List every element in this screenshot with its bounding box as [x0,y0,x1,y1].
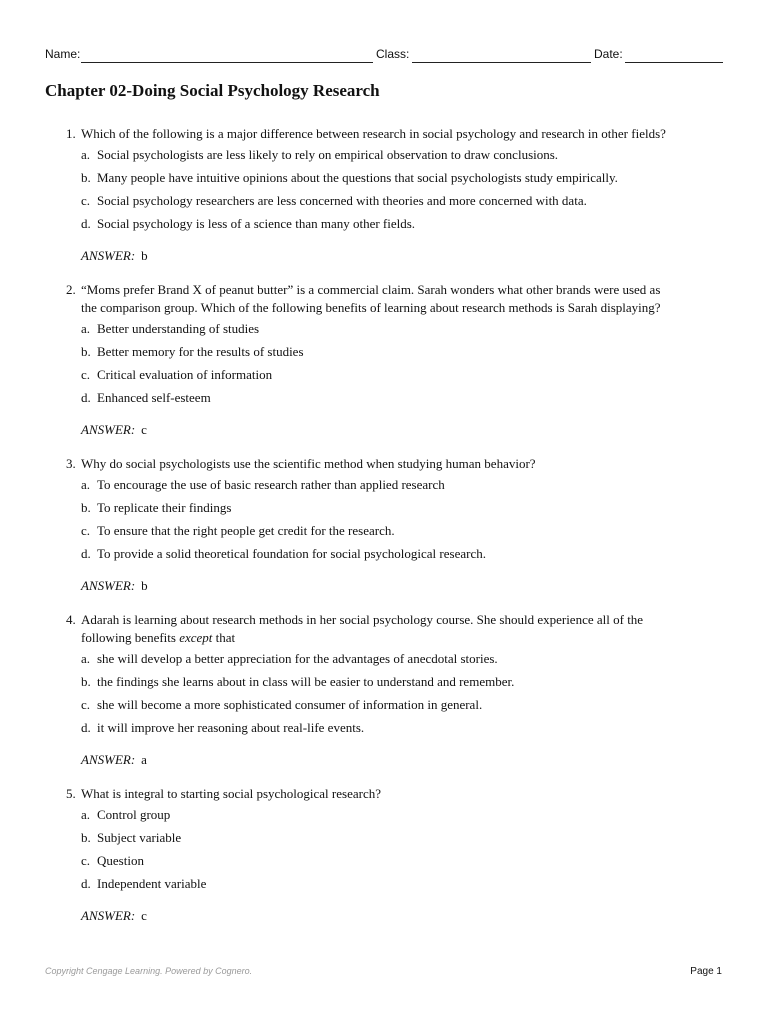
option-c [81,522,726,545]
option-text: Better understanding of studies [97,321,260,336]
option-text: Social psychology researchers are less concerned with theories and more concerned with data. [97,193,587,208]
answer-value: c [141,908,147,923]
option-list [66,320,726,412]
option-b [81,343,726,366]
answer-label: ANSWER: [81,248,136,263]
option-list [66,476,726,568]
option-b [81,673,726,696]
answer-line [66,577,726,595]
option-c [81,192,726,215]
question-number: 3. [66,456,76,471]
option-letter: a. [81,807,91,822]
stem-line [81,629,726,647]
answer-value: a [141,752,147,767]
option-letter: c. [81,853,91,868]
question-number: 4. [66,612,76,627]
option-letter: c. [81,367,91,382]
option-letter: c. [81,193,91,208]
option-d [81,545,726,568]
stem-line: Which of the following is a major difference between research in social psychology and research in other fields? [81,126,666,141]
question-4 [66,611,726,769]
name-label: Name: [45,47,81,61]
option-letter: a. [81,147,91,162]
option-text: To provide a solid theoretical foundation for social psychological research. [97,546,486,561]
option-d [81,389,726,412]
stem-line: Why do social psychologists use the scientific method when studying human behavior? [81,456,536,471]
option-b [81,169,726,192]
option-letter: d. [81,546,91,561]
answer-value: b [141,248,148,263]
option-letter: b. [81,830,91,845]
option-text: Better memory for the results of studies [97,344,304,359]
question-stem [66,125,726,143]
option-d [81,215,726,238]
class-label: Class: [376,47,410,61]
question-stem [66,455,726,473]
option-text: she will become a more sophisticated consumer of information in general. [97,697,483,712]
option-text: Subject variable [97,830,182,845]
stem-text: following benefits [81,630,180,645]
option-letter: c. [81,523,91,538]
option-text: it will improve her reasoning about real-life events. [97,720,365,735]
option-d [81,719,726,742]
option-a [81,476,726,499]
option-a [81,320,726,343]
option-text: Social psychologists are less likely to rely on empirical observation to draw conclusions. [97,147,559,162]
date-line[interactable] [625,62,723,63]
option-b [81,499,726,522]
option-text: To replicate their findings [97,500,232,515]
stem-emphasis: except [179,630,213,645]
option-letter: b. [81,674,91,689]
question-2 [66,281,726,439]
option-d [81,875,726,898]
answer-line [66,751,726,769]
option-a [81,806,726,829]
option-text: Critical evaluation of information [97,367,273,382]
stem-line: Adarah is learning about research methods in her social psychology course. She should experience all of the [81,612,644,627]
option-list [66,650,726,742]
option-list [66,146,726,238]
option-text: she will develop a better appreciation for the advantages of anecdotal stories. [97,651,498,666]
question-stem [66,611,726,647]
question-stem [66,281,726,317]
option-letter: b. [81,170,91,185]
option-b [81,829,726,852]
option-list [66,806,726,898]
option-text: Many people have intuitive opinions about the questions that social psychologists study empirically. [97,170,618,185]
header-fields [45,46,723,64]
answer-value: b [141,578,148,593]
option-letter: d. [81,390,91,405]
option-text: To encourage the use of basic research rather than applied research [97,477,445,492]
answer-line [66,907,726,925]
option-letter: a. [81,321,91,336]
class-line[interactable] [412,62,591,63]
stem-line: What is integral to starting social psychological research? [81,786,381,801]
answer-line [66,421,726,439]
question-5 [66,785,726,925]
option-letter: d. [81,720,91,735]
option-text: To ensure that the right people get credit for the research. [97,523,395,538]
option-c [81,696,726,719]
option-letter: b. [81,344,91,359]
question-number: 1. [66,126,76,141]
footer-copyright: Copyright Cengage Learning. Powered by Cognero. [45,966,253,976]
stem-line: “Moms prefer Brand X of peanut butter” is a commercial claim. Sarah wonders what other brands were used as [81,282,661,297]
stem-text: that [212,630,236,645]
answer-label: ANSWER: [81,908,136,923]
name-line[interactable] [81,62,373,63]
option-text: Independent variable [97,876,207,891]
option-text: the findings she learns about in class will be easier to understand and remember. [97,674,515,689]
answer-line [66,247,726,265]
option-text: Social psychology is less of a science than many other fields. [97,216,416,231]
answer-label: ANSWER: [81,752,136,767]
option-text: Control group [97,807,171,822]
option-c [81,366,726,389]
option-letter: b. [81,500,91,515]
option-letter: d. [81,876,91,891]
option-letter: d. [81,216,91,231]
option-letter: a. [81,477,91,492]
date-label: Date: [594,47,623,61]
question-stem [66,785,726,803]
answer-value: c [141,422,147,437]
option-text: Enhanced self-esteem [97,390,211,405]
answer-label: ANSWER: [81,422,136,437]
page-title: Chapter 02-Doing Social Psychology Research [45,81,380,100]
option-letter: a. [81,651,91,666]
option-text: Question [97,853,144,868]
answer-label: ANSWER: [81,578,136,593]
option-a [81,146,726,169]
question-number: 2. [66,282,76,297]
option-a [81,650,726,673]
question-3 [66,455,726,595]
question-number: 5. [66,786,76,801]
page-number: Page 1 [690,966,722,977]
option-c [81,852,726,875]
option-letter: c. [81,697,91,712]
stem-line: the comparison group. Which of the following benefits of learning about research methods is Sarah displaying? [81,300,661,315]
question-1 [66,125,726,265]
